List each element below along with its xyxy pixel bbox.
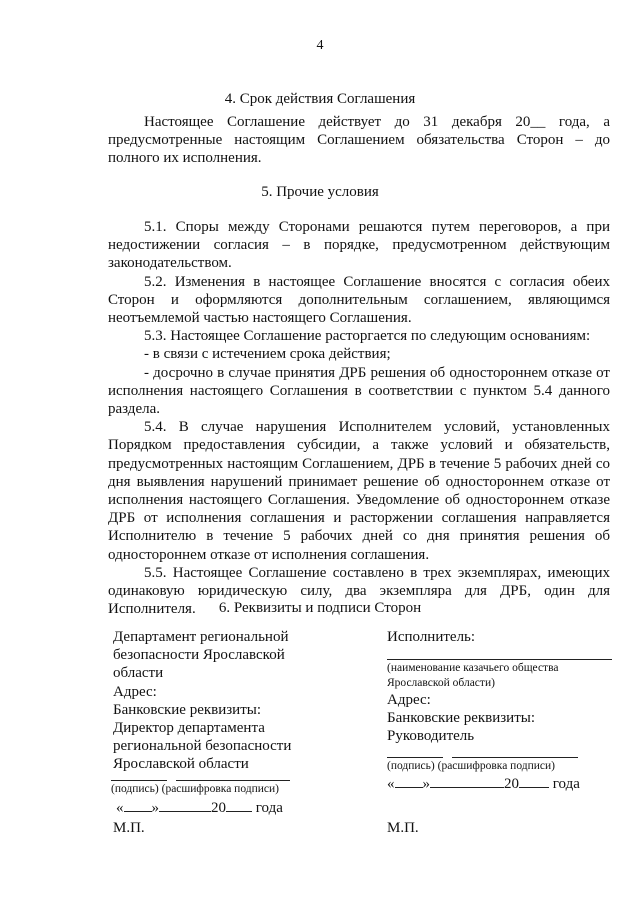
- year-blank: [226, 799, 252, 812]
- executor-name-caption: (наименование казачьего общества Ярославской области): [387, 662, 559, 689]
- section-4-body: [108, 113, 610, 168]
- department-date: « » 20 года: [116, 800, 283, 816]
- month-blank: [430, 775, 504, 788]
- clause-5-3: 5.3. Настоящее Соглашение расторгается по следующим основаниям:: [144, 328, 591, 345]
- department-address: Адрес:: [113, 683, 157, 700]
- department-signature-caption: (подпись) (расшифровка подписи): [111, 783, 280, 795]
- department-name-line2: безопасности Ярославской: [113, 647, 285, 664]
- department-name-line3: области: [113, 665, 164, 682]
- clause-5-4: 5.4. В случае нарушения Исполнителем условий, установленных Порядком предоставления субсидии, а также условий и обязательств, предусмотренных настоящим Соглашением, ДРБ в течение 5 рабочих дней со дня выявления нарушений принимает решение об одностороннем отказе от исполнения настоящего Соглашения. Уведомление об одностороннем отказе ДРБ от исполнения соглашения и расторжении соглашения направляется Исполнителю в течение 5 рабочих дней со дня принятия решения об одностороннем отказе от исполнения соглашения.: [108, 419, 610, 563]
- executor-head: Руководитель: [387, 728, 475, 745]
- day-blank: [124, 799, 152, 812]
- department-signature-line: [111, 780, 167, 781]
- page-number: 4: [316, 38, 324, 53]
- executor-label: Исполнитель:: [387, 629, 476, 645]
- executor-stamp: М.П.: [387, 820, 419, 836]
- clause-5-3-item-2: - досрочно в случае принятия ДРБ решения об одностороннем отказе от исполнения настоящего Соглашения в соответствии с пунктом 5.4 данного раздела.: [108, 364, 610, 418]
- executor-requisites: [387, 691, 535, 746]
- section-4-paragraph: Настоящее Соглашение действует до 31 декабря 20__ года, а предусмотренные настоящим Соглашением обязательства Сторон – до полного их исполнения.: [108, 114, 610, 167]
- clause-5-5: 5.5. Настоящее Соглашение составлено в трех экземплярах, имеющих одинаковую юридическую силу, два экземпляра для ДРБ, один для Исполнителя.: [108, 564, 610, 618]
- clause-5-2: 5.2. Изменения в настоящее Соглашение вносятся с согласия обеих Сторон и оформляются дополнительным соглашением, являющимся неотъемлемой частью настоящего Соглашения.: [108, 273, 610, 327]
- department-requisites: [113, 628, 291, 774]
- executor-address: Адрес:: [387, 692, 431, 708]
- executor-signature-line: [387, 757, 443, 758]
- executor-date: « » 20 года: [387, 776, 580, 792]
- section-4-title: 4. Срок действия Соглашения: [224, 91, 416, 107]
- department-stamp: М.П.: [113, 820, 145, 836]
- department-bank-details: Банковские реквизиты:: [113, 701, 262, 718]
- department-signature-decoding-line: [176, 780, 290, 781]
- department-head-line1: Директор департамента: [113, 720, 265, 737]
- department-head-line3: Ярославской области: [113, 756, 249, 773]
- clause-5-1: 5.1. Споры между Сторонами решаются путем переговоров, а при недостижении согласия – в порядке, предусмотренном действующим законодательством.: [108, 219, 610, 272]
- section-6-title: 6. Реквизиты и подписи Сторон: [218, 600, 422, 616]
- department-name-line1: Департамент региональной: [113, 629, 289, 645]
- clause-5-3-item-1: - в связи с истечением срока действия;: [144, 346, 391, 363]
- executor-signature-caption: (подпись) (расшифровка подписи): [387, 760, 556, 772]
- month-blank: [159, 799, 211, 812]
- executor-signature-decoding-line: [452, 757, 578, 758]
- section-5-body: [108, 218, 610, 618]
- executor-bank-details: Банковские реквизиты:: [387, 710, 536, 727]
- section-5-title: 5. Прочие условия: [261, 184, 379, 200]
- day-blank: [395, 775, 423, 788]
- year-blank: [519, 775, 549, 788]
- executor-name-line: [387, 659, 612, 660]
- department-head-line2: региональной безопасности: [113, 738, 292, 755]
